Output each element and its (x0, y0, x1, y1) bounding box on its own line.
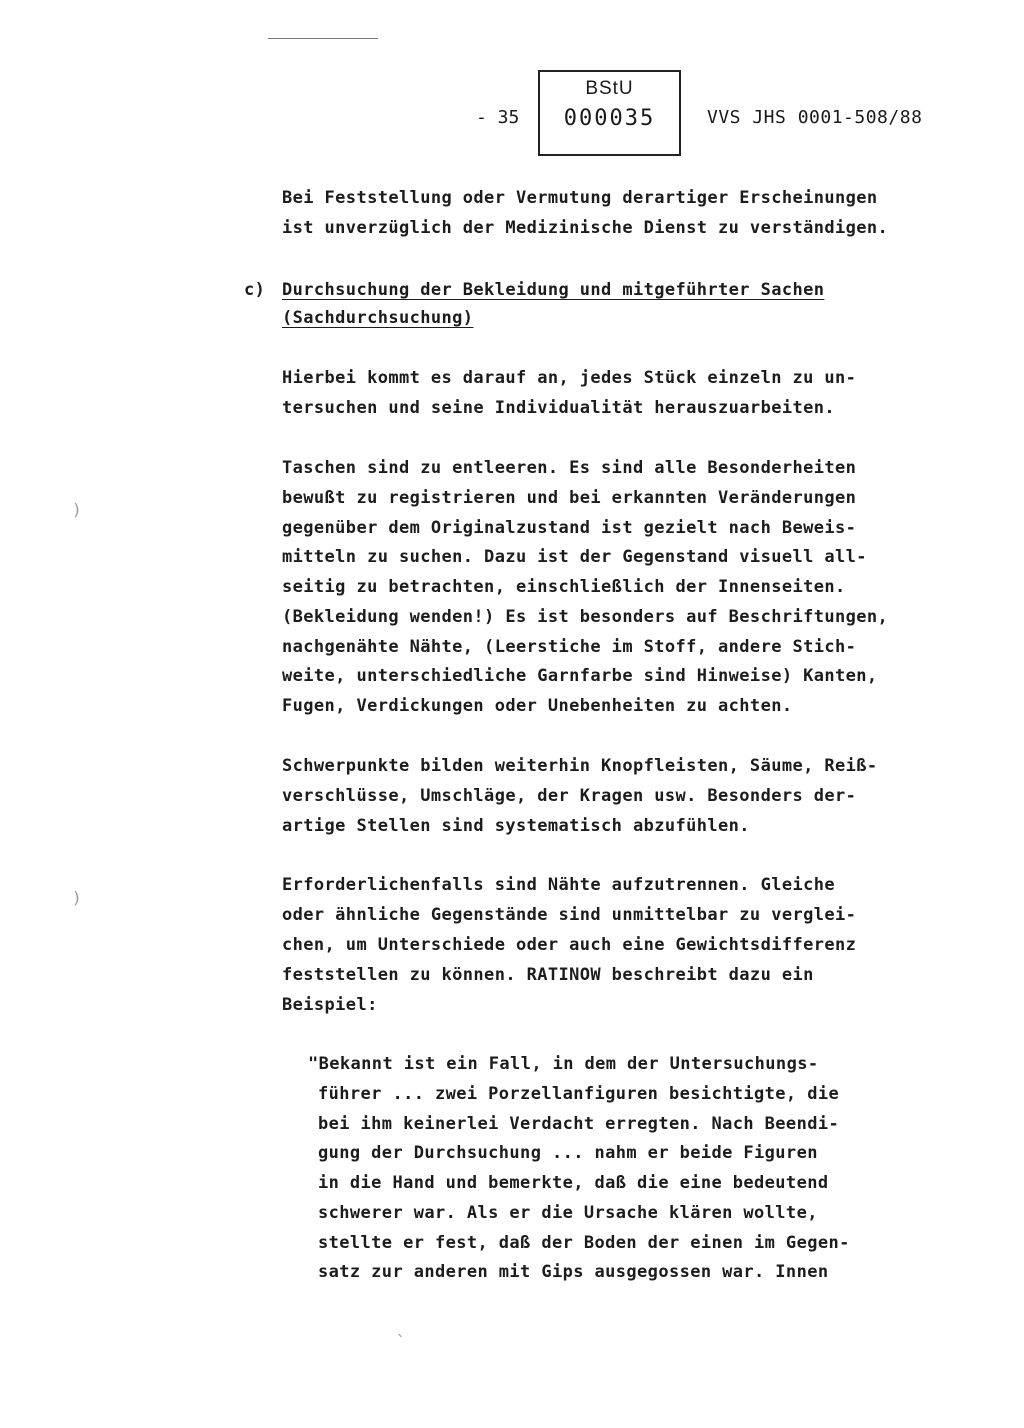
text-line: (Bekleidung wenden!) Es ist besonders auf Beschriftungen, (282, 607, 889, 627)
text-line: Hierbei kommt es darauf an, jedes Stück einzeln zu un- (282, 368, 857, 388)
text-line: Taschen sind zu entleeren. Es sind alle Besonderheiten (282, 458, 857, 478)
text-line: oder ähnliche Gegenstände sind unmittelbar zu verglei- (282, 905, 857, 925)
text-line: tersuchen und seine Individualität herauszuarbeiten. (282, 398, 836, 418)
document-reference: VVS JHS 0001-508/88 (707, 107, 923, 128)
stamp-number: 000035 (563, 106, 656, 131)
page-number: - 35 (476, 107, 520, 128)
quote-line: schwerer war. Als er die Ursache klären wollte, (318, 1203, 818, 1223)
text-line: chen, um Unterschiede oder auch eine Gewichtsdifferenz (282, 935, 857, 955)
quote-line: "Bekannt ist ein Fall, in dem der Untersuchungs- (308, 1054, 819, 1074)
text-line: Fugen, Verdickungen oder Unebenheiten zu achten. (282, 696, 793, 716)
text-line: gegenüber dem Originalzustand ist gezielt nach Beweis- (282, 518, 857, 538)
stamp-label: BStU (585, 78, 634, 99)
bstu-stamp (538, 70, 681, 156)
text-line: feststellen zu können. RATINOW beschreibt dazu ein (282, 965, 814, 985)
text-line: nachgenähte Nähte, (Leerstiche im Stoff, andere Stich- (282, 637, 857, 657)
margin-mark: ) (72, 888, 82, 907)
text-line: Schwerpunkte bilden weiterhin Knopfleisten, Säume, Reiß- (282, 756, 878, 776)
quote-line: stellte er fest, daß der Boden der einen im Gegen- (318, 1233, 850, 1253)
quote-line: satz zur anderen mit Gips ausgegossen war. Innen (318, 1262, 829, 1282)
text-line: Beispiel: (282, 995, 378, 1015)
text-line: Bei Feststellung oder Vermutung derartiger Erscheinungen (282, 188, 878, 208)
text-line: Erforderlichenfalls sind Nähte aufzutrennen. Gleiche (282, 875, 836, 895)
quote-line: gung der Durchsuchung ... nahm er beide Figuren (318, 1143, 818, 1163)
text-line: ist unverzüglich der Medizinische Dienst zu verständigen. (282, 218, 889, 238)
quote-line: führer ... zwei Porzellanfiguren besichtigte, die (318, 1084, 840, 1104)
text-line: bewußt zu registrieren und bei erkannten Veränderungen (282, 488, 857, 508)
margin-mark: ) (72, 500, 82, 519)
section-title: Durchsuchung der Bekleidung und mitgeführter Sachen (282, 280, 825, 300)
text-line: weite, unterschiedliche Garnfarbe sind Hinweise) Kanten, (282, 666, 878, 686)
margin-mark: ` (396, 1332, 406, 1351)
section-marker: c) (244, 280, 266, 300)
scan-mark (268, 38, 378, 39)
quote-line: bei ihm keinerlei Verdacht erregten. Nach Beendi- (318, 1114, 840, 1134)
text-line: seitig zu betrachten, einschließlich der Innenseiten. (282, 577, 846, 597)
section-title: (Sachdurchsuchung) (282, 308, 474, 328)
text-line: verschlüsse, Umschläge, der Kragen usw. Besonders der- (282, 786, 857, 806)
text-line: mitteln zu suchen. Dazu ist der Gegenstand visuell all- (282, 547, 867, 567)
text-line: artige Stellen sind systematisch abzufühlen. (282, 816, 750, 836)
quote-line: in die Hand und bemerkte, daß die eine bedeutend (318, 1173, 829, 1193)
